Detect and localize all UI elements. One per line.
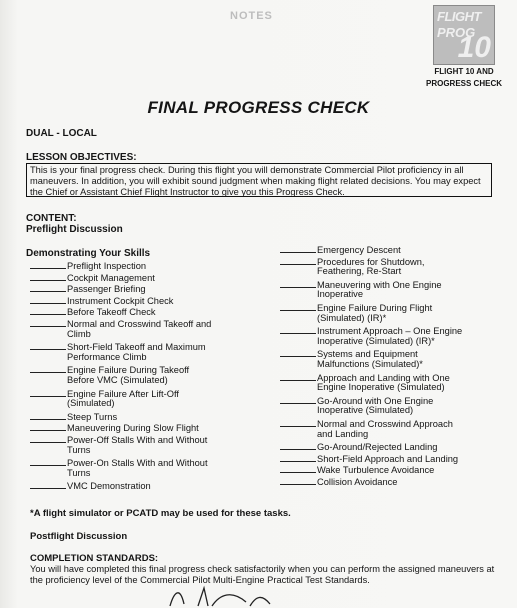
skill-item (30, 271, 155, 283)
logo-line1: FLIGHT (437, 9, 481, 24)
signature-scribble (150, 582, 290, 608)
skill-label: Engine Failure During Takeoff (67, 365, 190, 376)
skill-item (30, 259, 146, 271)
check-blank (30, 456, 66, 466)
objectives-box (26, 163, 492, 197)
skill-label: Power-On Stalls With and Without (67, 458, 208, 469)
skill-item (30, 317, 211, 329)
logo-line2: PROG (437, 25, 476, 40)
skill-item (30, 456, 208, 468)
logo-number: 10 (457, 31, 491, 64)
check-blank (30, 410, 66, 420)
skill-label: VMC Demonstration (67, 481, 151, 492)
flight-type: DUAL - LOCAL (26, 128, 97, 139)
skill-label: Emergency Descent (317, 245, 401, 255)
skill-label-continued: Inoperative (Simulated) (IR)* (317, 335, 435, 346)
skill-item (280, 417, 453, 429)
flight-prog-logo (433, 5, 495, 65)
check-blank (280, 463, 316, 473)
skill-item (30, 421, 199, 433)
skill-label: Passenger Briefing (67, 284, 146, 295)
skill-label: Cockpit Management (67, 272, 155, 283)
flight-label (418, 66, 510, 90)
skill-item (280, 243, 401, 255)
skill-label: Short-Field Takeoff and Maximum (67, 342, 206, 353)
check-blank (280, 394, 316, 404)
skill-item (30, 479, 151, 491)
skill-label-continued: Inoperative (Simulated) (317, 405, 414, 416)
skill-item (280, 347, 418, 359)
check-blank (30, 259, 66, 269)
check-blank (30, 433, 66, 443)
skill-item (280, 371, 450, 383)
flight-label-line2: PROGRESS CHECK (425, 79, 502, 88)
flight-label-line1: FLIGHT 10 AND (434, 67, 494, 76)
skill-item (30, 433, 207, 445)
check-blank (280, 255, 316, 265)
skill-label: Normal and Crosswind Approach (317, 419, 453, 429)
check-blank (280, 452, 316, 462)
check-blank (280, 440, 316, 450)
skill-label: Power-Off Stalls With and Without (67, 435, 208, 445)
skill-label: Procedures for Shutdown, (317, 256, 425, 267)
check-blank (280, 371, 316, 381)
skill-label: Go-Around with One Engine (317, 395, 434, 406)
check-blank (30, 363, 66, 373)
skill-item (30, 387, 179, 399)
check-blank (280, 243, 316, 253)
skill-label-continued: (Simulated) (67, 398, 115, 409)
check-blank (30, 340, 66, 350)
skill-label: Collision Avoidance (317, 477, 398, 487)
skill-label: Normal and Crosswind Takeoff and (67, 319, 212, 329)
skill-label: Instrument Approach – One Engine (317, 326, 463, 337)
check-blank (280, 417, 316, 427)
skill-label-continued: and Landing (317, 428, 369, 439)
skill-item (280, 301, 432, 313)
objectives-heading: LESSON OBJECTIVES: (26, 152, 137, 163)
skill-label: Systems and Equipment (317, 349, 418, 360)
postflight-discussion: Postflight Discussion (30, 531, 128, 542)
check-blank (280, 278, 316, 288)
skill-label: Before Takeoff Check (67, 307, 156, 318)
skill-label-continued: Inoperative (317, 289, 363, 300)
skill-label: Preflight Inspection (67, 261, 147, 271)
check-blank (30, 282, 66, 292)
check-blank (30, 305, 66, 315)
check-blank (30, 317, 66, 327)
skill-label-continued: Malfunctions (Simulated)* (317, 359, 423, 369)
skill-item (30, 282, 146, 294)
skill-item (30, 410, 117, 422)
skill-label-continued: Climb (67, 328, 91, 339)
skill-item (280, 475, 397, 487)
skill-item (280, 440, 437, 452)
simulator-note: *A flight simulator or PCATD may be used for these tasks. (30, 508, 291, 519)
skill-label: Maneuvering with One Engine (317, 279, 442, 290)
skills-heading: Demonstrating Your Skills (26, 248, 151, 259)
skill-label: Steep Turns (67, 411, 118, 422)
preflight-discussion: Preflight Discussion (26, 224, 123, 235)
skill-label: Engine Failure During Flight (317, 303, 433, 313)
content-heading: CONTENT: (26, 213, 77, 224)
check-blank (30, 387, 66, 397)
skill-label-continued: Before VMC (Simulated) (67, 375, 168, 385)
skill-item (30, 363, 189, 375)
skill-item (30, 340, 206, 352)
skill-item (30, 294, 173, 306)
skill-item (280, 255, 425, 267)
skill-label: Go-Around/Rejected Landing (317, 442, 438, 453)
check-blank (30, 294, 66, 304)
skill-label-continued: Turns (67, 467, 91, 478)
check-blank (280, 475, 316, 485)
skill-item (280, 278, 442, 290)
skill-label: Instrument Cockpit Check (67, 295, 174, 306)
skill-label-continued: (Simulated) (IR)* (317, 312, 387, 323)
skill-label: Engine Failure After Lift-Off (67, 388, 179, 399)
skill-item (280, 324, 462, 336)
check-blank (30, 479, 66, 489)
check-blank (30, 421, 66, 431)
completion-text: You will have completed this final progress check satisfactorily when you can perform the assigned maneuvers at the proficiency level of the Commercial Pilot Multi-Engine Practical Test Standards. (30, 564, 495, 585)
skill-item (280, 463, 434, 475)
skill-item (280, 394, 433, 406)
objectives-text: This is your final progress check. During this flight you will demonstrate Commercial Pilot proficiency in all maneuvers. In addition, you will exhibit sound judgment when making flight related decisions. You may expect the Chief or Assistant Chief Flight Instructor to give you this Progress Check. (30, 165, 481, 198)
page-title: FINAL PROGRESS CHECK (147, 98, 370, 117)
skill-label: Wake Turbulence Avoidance (317, 465, 435, 476)
check-blank (30, 271, 66, 281)
completion-heading: COMPLETION STANDARDS: (30, 553, 159, 564)
skill-label-continued: Turns (67, 444, 91, 455)
skill-label-continued: Engine Inoperative (Simulated) (317, 382, 445, 393)
skill-label-continued: Performance Climb (67, 351, 147, 362)
check-blank (280, 347, 316, 357)
check-blank (280, 301, 316, 311)
skill-label: Approach and Landing with One (317, 372, 450, 383)
skill-label-continued: Feathering, Re-Start (317, 266, 402, 277)
check-blank (280, 324, 316, 334)
skill-label: Maneuvering During Slow Flight (67, 423, 199, 434)
skill-item (280, 452, 458, 464)
skill-label: Short-Field Approach and Landing (317, 453, 459, 464)
bleed-through-text: NOTES (230, 10, 273, 22)
skill-item (30, 305, 156, 317)
